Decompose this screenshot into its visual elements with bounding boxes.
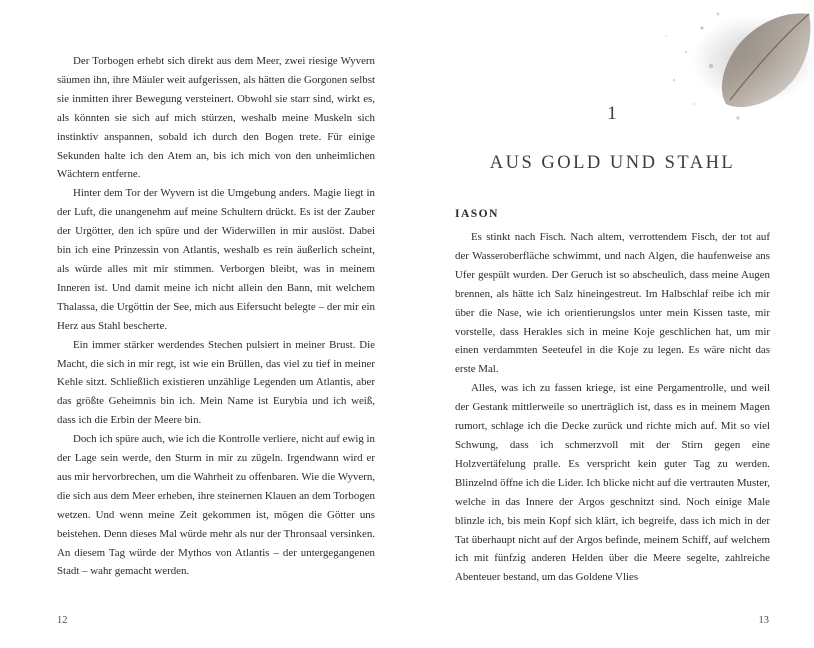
paragraph: Doch ich spüre auch, wie ich die Kontrolle verliere, nicht auf ewig in der Lage sein werde, den Sturm in mir zu zügeln. Irgendwann wird er aus mir hervorbrechen, um die Wahrheit zu offenbaren. Wie die Wyvern, die sich aus dem Meer erheben, ihre steinernen Klauen an dem Torbogen wetzen. Und wenn meine Zeit gekommen ist, mögen die Götter uns beistehen. Denn dieses Mal würde mehr als nur der Thronsaal versinken. An diesem Tag würde der Mythos von Atlantis – der untergegangenen Stadt – wahr gemacht werden. <box>57 433 375 578</box>
right-page <box>455 0 770 587</box>
paragraph: Hinter dem Tor der Wyvern ist die Umgebung anders. Magie liegt in der Luft, die unangenehm auf meine Schultern drückt. Es ist der Zauber der Urgötter, den ich spüre und der Widerwillen in mir auslöst. Dabei bin ich eine Prinzessin von Atlantis, weshalb es rein äußerlich scheint, als würde alles mit mir stimmen. Verborgen bleibt, was in meinem Inneren ist. Und damit meine ich nicht allein den Bann, mit welchem Thalassa, die Urgöttin der See, mich aus Eifersucht belegte – der mir ein Herz aus Stahl bescherte. <box>57 187 375 332</box>
page-number-right: 13 <box>758 615 769 626</box>
section-label: IASON <box>455 208 499 220</box>
paragraph: Ein immer stärker werdendes Stechen pulsiert in meiner Brust. Die Macht, die sich in mir regt, ist wie ein Brüllen, das viel zu tief in meiner Kehle sitzt. Schließlich existieren unzählige Legenden um Atlantis, aber das größte Geheimnis bin ich. Mein Name ist Eurybia und ich weiß, dass ich die Erbin der Meere bin. <box>57 338 375 427</box>
paragraph: Der Torbogen erhebt sich direkt aus dem Meer, zwei riesige Wyvern säumen ihn, ihre Mäuler weit aufgerissen, als hätten die Gorgonen selbst sie inmitten ihrer Bewegung versteinert. Obwohl sie starr sind, wirkt es, als könnten sie sich auf mich stürzen, weshalb meine Muskeln sich instinktiv anspannen, sobald ich durch den Bogen trete. Für einige Sekunden halte ich den Atem an, bis ich mich von den unheimlichen Wächtern entferne. <box>57 55 375 181</box>
paragraph: Alles, was ich zu fassen kriege, ist eine Pergamentrolle, und weil der Gestank mittlerweile so unerträglich ist, dass es in meinem Magen rumort, schlage ich die Decke zurück und richte mich auf. Mit so viel Schwung, dass ich schmerzvoll mit der Stirn gegen eine Holzvertäfelung pralle. Es verspricht kein guter Tag zu werden. Blinzelnd öffne ich die Lider. Ich blicke nicht auf die vertrauten Muster, welche in das Innere der Argos geschnitzt sind. Noch einige Male blinzle ich, bis mein Kopf sich klärt, ich begreife, dass ich mich in der Tat überhaupt nicht auf der Argos befinde, meinem Schiff, auf welchem ich mit fünfzig anderen Helden über die Meere segelte, zahlreiche Abenteuer bestand, um das Goldene Vlies <box>455 382 770 584</box>
left-page-text <box>57 52 375 581</box>
left-page <box>57 52 375 581</box>
right-page-text <box>455 228 770 587</box>
chapter-number: 1 <box>607 103 618 124</box>
page-number-left: 12 <box>57 615 68 626</box>
paragraph: Es stinkt nach Fisch. Nach altem, verrottendem Fisch, der tot auf der Wasseroberfläche schwimmt, und nach Algen, die haufenweise ans Ufer gespült wurden. Der Geruch ist so abscheulich, dass meine Augen brennen, als hätte ich Salz hineingestreut. Im Halbschlaf reibe ich mir über die Nase, wie ich orientierungslos unter mein Kissen taste, mir vorstelle, dass Herakles sich in meine Koje geschlichen hat, um mir einen verdammten Seeteufel in die Koje zu legen. Es wäre nicht das erste Mal. <box>455 231 770 376</box>
chapter-title: AUS GOLD UND STAHL <box>489 153 736 173</box>
